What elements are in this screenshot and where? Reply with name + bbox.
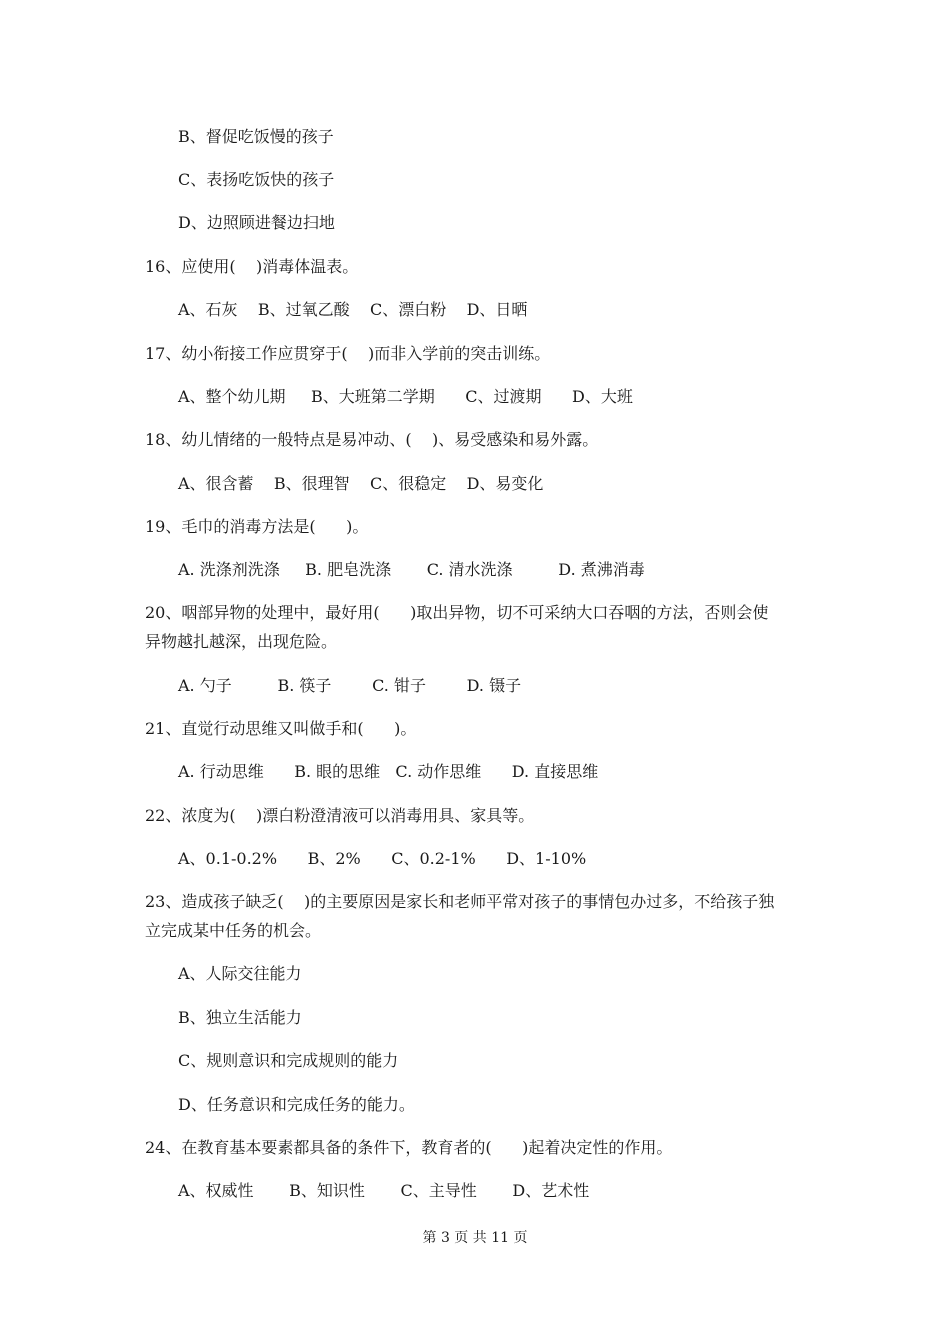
options-21: A. 行动思维 B. 眼的思维 C. 动作思维 D. 直接思维 [178,762,599,781]
options-22: A、0.1-0.2% B、2% C、0.2-1% D、1-10% [178,849,587,868]
question-23-line-2: 立完成某中任务的机会。 [145,921,322,940]
question-20-line-1: 20、咽部异物的处理中，最好用( )取出异物，切不可采纳大口吞咽的方法，否则会使 [145,603,769,622]
options-19: A. 洗涤剂洗涤 B. 肥皂洗涤 C. 清水洗涤 D. 煮沸消毒 [178,560,645,579]
option-15-d: D、边照顾进餐边扫地 [178,213,335,232]
options-24: A、权威性 B、知识性 C、主导性 D、艺术性 [178,1181,590,1200]
option-23-b: B、独立生活能力 [178,1008,302,1027]
option-15-c: C、表扬吃饭快的孩子 [178,170,335,189]
option-15-b: B、督促吃饭慢的孩子 [178,127,334,146]
question-24: 24、在教育基本要素都具备的条件下，教育者的( )起着决定性的作用。 [145,1138,673,1157]
question-20-line-2: 异物越扎越深，出现危险。 [145,632,338,651]
option-23-a: A、人际交往能力 [178,964,302,983]
options-16: A、石灰 B、过氧乙酸 C、漂白粉 D、日晒 [178,300,528,319]
question-22: 22、浓度为( )漂白粉澄清液可以消毒用具、家具等。 [145,806,535,825]
question-17: 17、幼小衔接工作应贯穿于( )而非入学前的突击训练。 [145,344,551,363]
option-23-d: D、任务意识和完成任务的能力。 [178,1095,415,1114]
page-footer: 第 3 页 共 11 页 [422,1230,528,1246]
options-20: A. 勺子 B. 筷子 C. 钳子 D. 镊子 [178,676,522,695]
question-21: 21、直觉行动思维又叫做手和( )。 [145,719,417,738]
question-18: 18、幼儿情绪的一般特点是易冲动、( )、易受感染和易外露。 [145,430,599,449]
options-18: A、很含蓄 B、很理智 C、很稳定 D、易变化 [178,474,544,493]
question-16: 16、应使用( )消毒体温表。 [145,257,359,276]
question-19: 19、毛巾的消毒方法是( )。 [145,517,369,536]
option-23-c: C、规则意识和完成规则的能力 [178,1051,399,1070]
question-23-line-1: 23、造成孩子缺乏( )的主要原因是家长和老师平常对孩子的事情包办过多，不给孩子独 [145,892,775,911]
options-17: A、整个幼儿期 B、大班第二学期 C、过渡期 D、大班 [178,387,633,406]
